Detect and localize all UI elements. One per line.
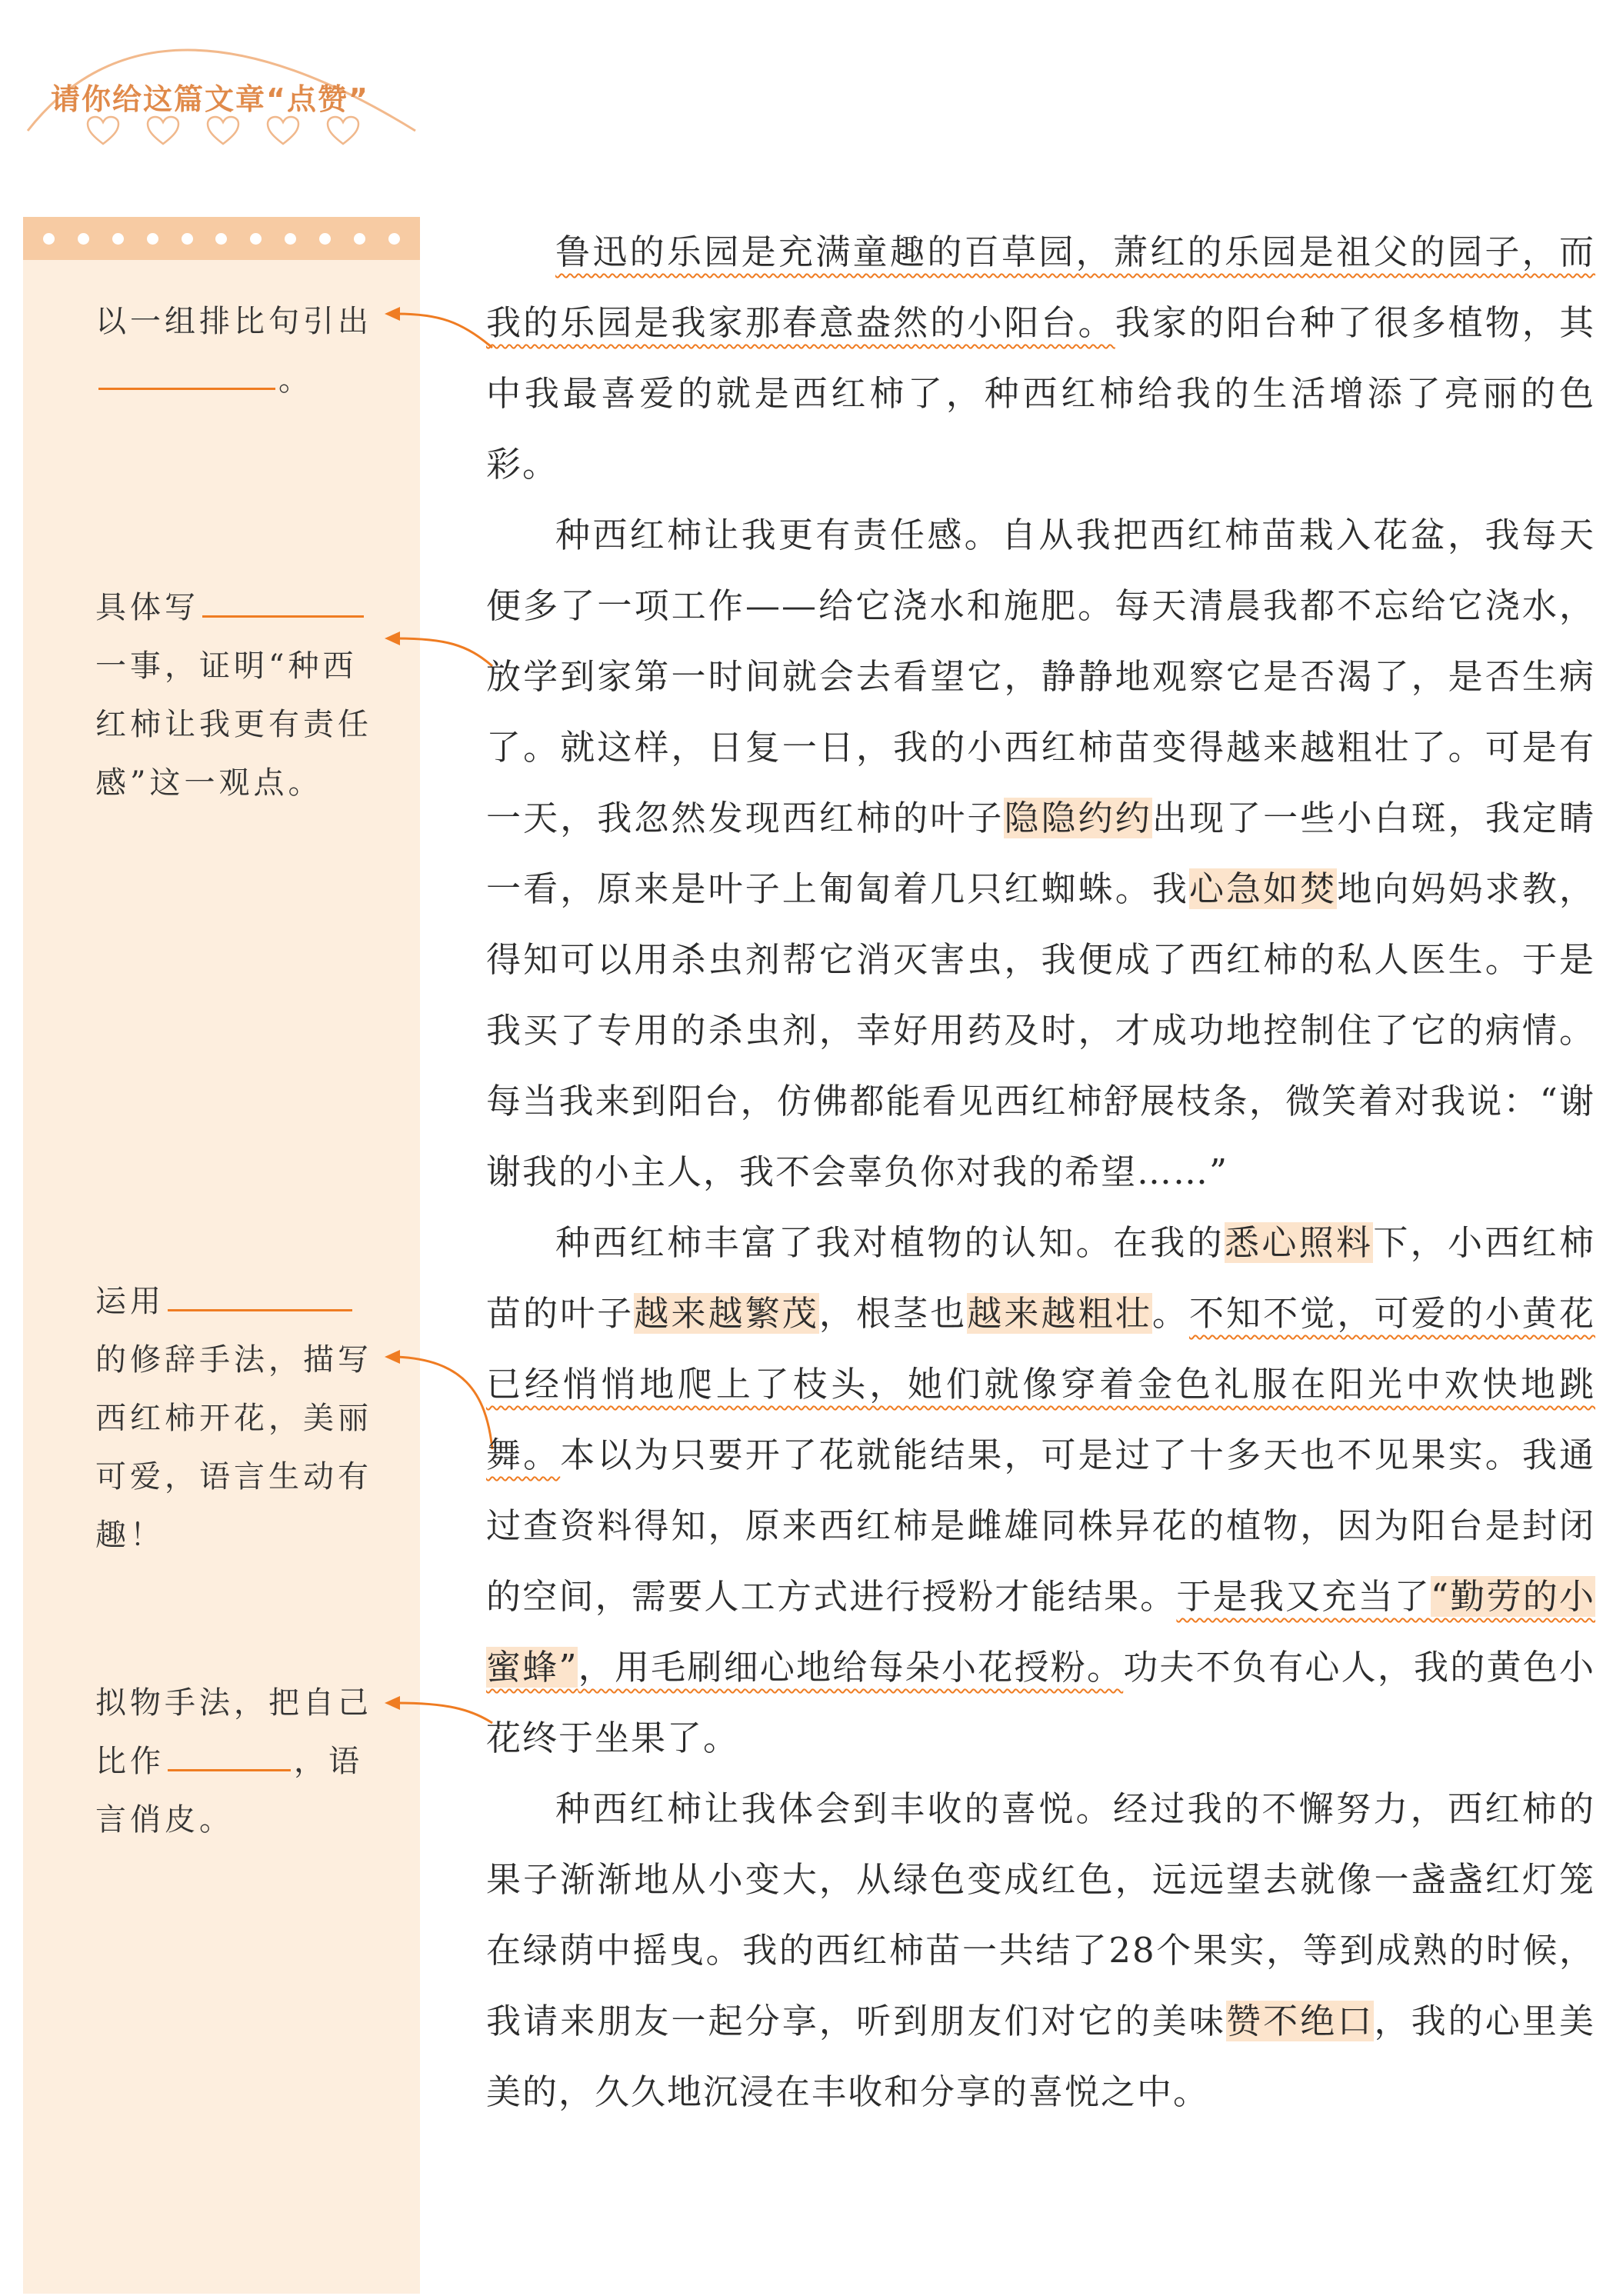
text-span: 种西红柿丰富了我对植物的认知。在我的	[555, 1222, 1225, 1263]
paragraph-1	[486, 217, 1595, 500]
highlight: “勤劳的小蜜蜂”	[486, 1576, 1595, 1688]
text-span: 功夫不负有心人，我的黄色小花终于坐果了。	[486, 1647, 1595, 1758]
annotation-note-3	[95, 1272, 372, 1565]
note-text: 以一组排比句引出	[95, 304, 372, 339]
ribbon-dot	[285, 233, 296, 245]
highlight: 赞不绝口	[1226, 2001, 1375, 2041]
text-span: 本以为只要开了花就能结果，可是过了十多天也不见果实。我通过查资料得知，原来西红柿是雌雄同株异花的植物，因为阳台是封闭的空间，需要人工方式进行授粉才能结果。	[486, 1435, 1595, 1617]
fill-in-blank[interactable]	[202, 585, 364, 618]
wavy-underline: ，用毛刷细心地给每朵小花授粉。	[578, 1647, 1124, 1688]
heart-icon	[146, 115, 180, 146]
fill-in-blank[interactable]	[98, 357, 275, 390]
heart-icon	[266, 115, 300, 146]
note-text: 运用	[95, 1284, 165, 1319]
ribbon-dot	[354, 233, 365, 245]
highlight: 越来越粗壮	[967, 1293, 1152, 1334]
note-text: 的修辞手法，描写西红柿开花，美丽可爱，语言生动有趣！	[95, 1342, 372, 1553]
annotation-note-1	[95, 292, 372, 409]
ribbon-dot	[388, 233, 400, 245]
highlight: 越来越繁茂	[634, 1293, 819, 1334]
sidebar-ribbon	[23, 217, 420, 260]
ribbon-dot	[319, 233, 331, 245]
annotation-sidebar	[23, 217, 420, 2294]
text-span: 我家的阳台种了很多植物，其中我最喜爱的就是西红柿了，种西红柿给我的生活增添了亮丽的色彩。	[486, 302, 1595, 485]
text-span: 种西红柿让我更有责任感。自从我把西红柿苗栽入花盆，我每天便多了一项工作——给它浇水和施肥。每天清晨我都不忘给它浇水，放学到家第一时间就会去看望它，静静地观察它是否渴了，是否生病了。就这样，日复一日，我的小西红柿苗变得越来越粗壮了。可是有一天，我忽然发现西红柿的叶子	[486, 515, 1595, 838]
fill-in-blank[interactable]	[168, 1738, 291, 1771]
annotation-note-4	[95, 1674, 372, 1849]
wavy-underline: 不知不觉，可爱的小黄花已经悄悄地爬上了枝头，她们就像穿着金色礼服在阳光中欢快地跳舞。	[486, 1293, 1595, 1475]
paragraph-2	[486, 500, 1595, 1208]
note-text: 具体写	[95, 590, 199, 625]
note-text: 。	[278, 362, 313, 398]
paragraph-3	[486, 1208, 1595, 1774]
ribbon-dot	[112, 233, 124, 245]
header-title: 请你给这篇文章“点赞”	[51, 82, 369, 116]
text-span: 种西红柿让我体会到丰收的喜悦。经过我的不懈努力，西红柿的果子渐渐地从小变大，从绿色变成红色，远远望去就像一盏盏红灯笼在绿荫中摇曳。我的西红柿苗一共结了28个果实，等到成熟的时候，我请来朋友一起分享，听到朋友们对它的美味	[486, 1788, 1595, 2041]
ribbon-dot	[78, 233, 89, 245]
paragraph-4	[486, 1774, 1595, 2128]
highlight: 隐隐约约	[1004, 798, 1152, 838]
note-text: ，语言俏皮。	[95, 1744, 363, 1838]
fill-in-blank[interactable]	[168, 1278, 352, 1311]
text-span: 。	[1151, 1293, 1189, 1334]
annotation-note-2	[95, 578, 372, 812]
ribbon-dot	[182, 233, 193, 245]
ribbon-dot	[250, 233, 262, 245]
heart-icon	[86, 115, 120, 146]
text-span: 下，小西红柿苗的叶子	[486, 1222, 1595, 1334]
note-text: 拟物手法，把自己比作	[95, 1685, 372, 1779]
text-span: ，根茎也	[818, 1293, 968, 1334]
ribbon-dot	[147, 233, 158, 245]
text-span: ，我的心里美美的，久久地沉浸在丰收和分享的喜悦之中。	[486, 2001, 1595, 2112]
article-body	[486, 217, 1595, 2128]
text-span: 地向妈妈求教，得知可以用杀虫剂帮它消灭害虫，我便成了西红柿的私人医生。于是我买了专用的杀虫剂，幸好用药及时，才成功地控制住了它的病情。每当我来到阳台，仿佛都能看见西红柿舒展枝条，微笑着对我说：“谢谢我的小主人，我不会辜负你对我的希望……”	[486, 868, 1595, 1192]
highlight: 悉心照料	[1224, 1222, 1374, 1263]
wavy-underline: 鲁迅的乐园是充满童趣的百草园，萧红的乐园是祖父的园子，而我的乐园是我家那春意盎然的小阳台。	[486, 232, 1595, 343]
heart-icon	[326, 115, 360, 146]
wavy-underline: 于是我又充当了	[1176, 1576, 1431, 1617]
highlight: 心急如焚	[1188, 868, 1338, 909]
ribbon-dot	[215, 233, 227, 245]
heart-icon	[206, 115, 240, 146]
rating-hearts	[86, 115, 360, 146]
text-span: 出现了一些小白斑，我定睛一看，原来是叶子上匍匐着几只红蜘蛛。我	[486, 798, 1595, 909]
note-text: 一事，证明“种西红柿让我更有责任感”这一观点。	[95, 648, 372, 801]
ribbon-dot	[43, 233, 55, 245]
